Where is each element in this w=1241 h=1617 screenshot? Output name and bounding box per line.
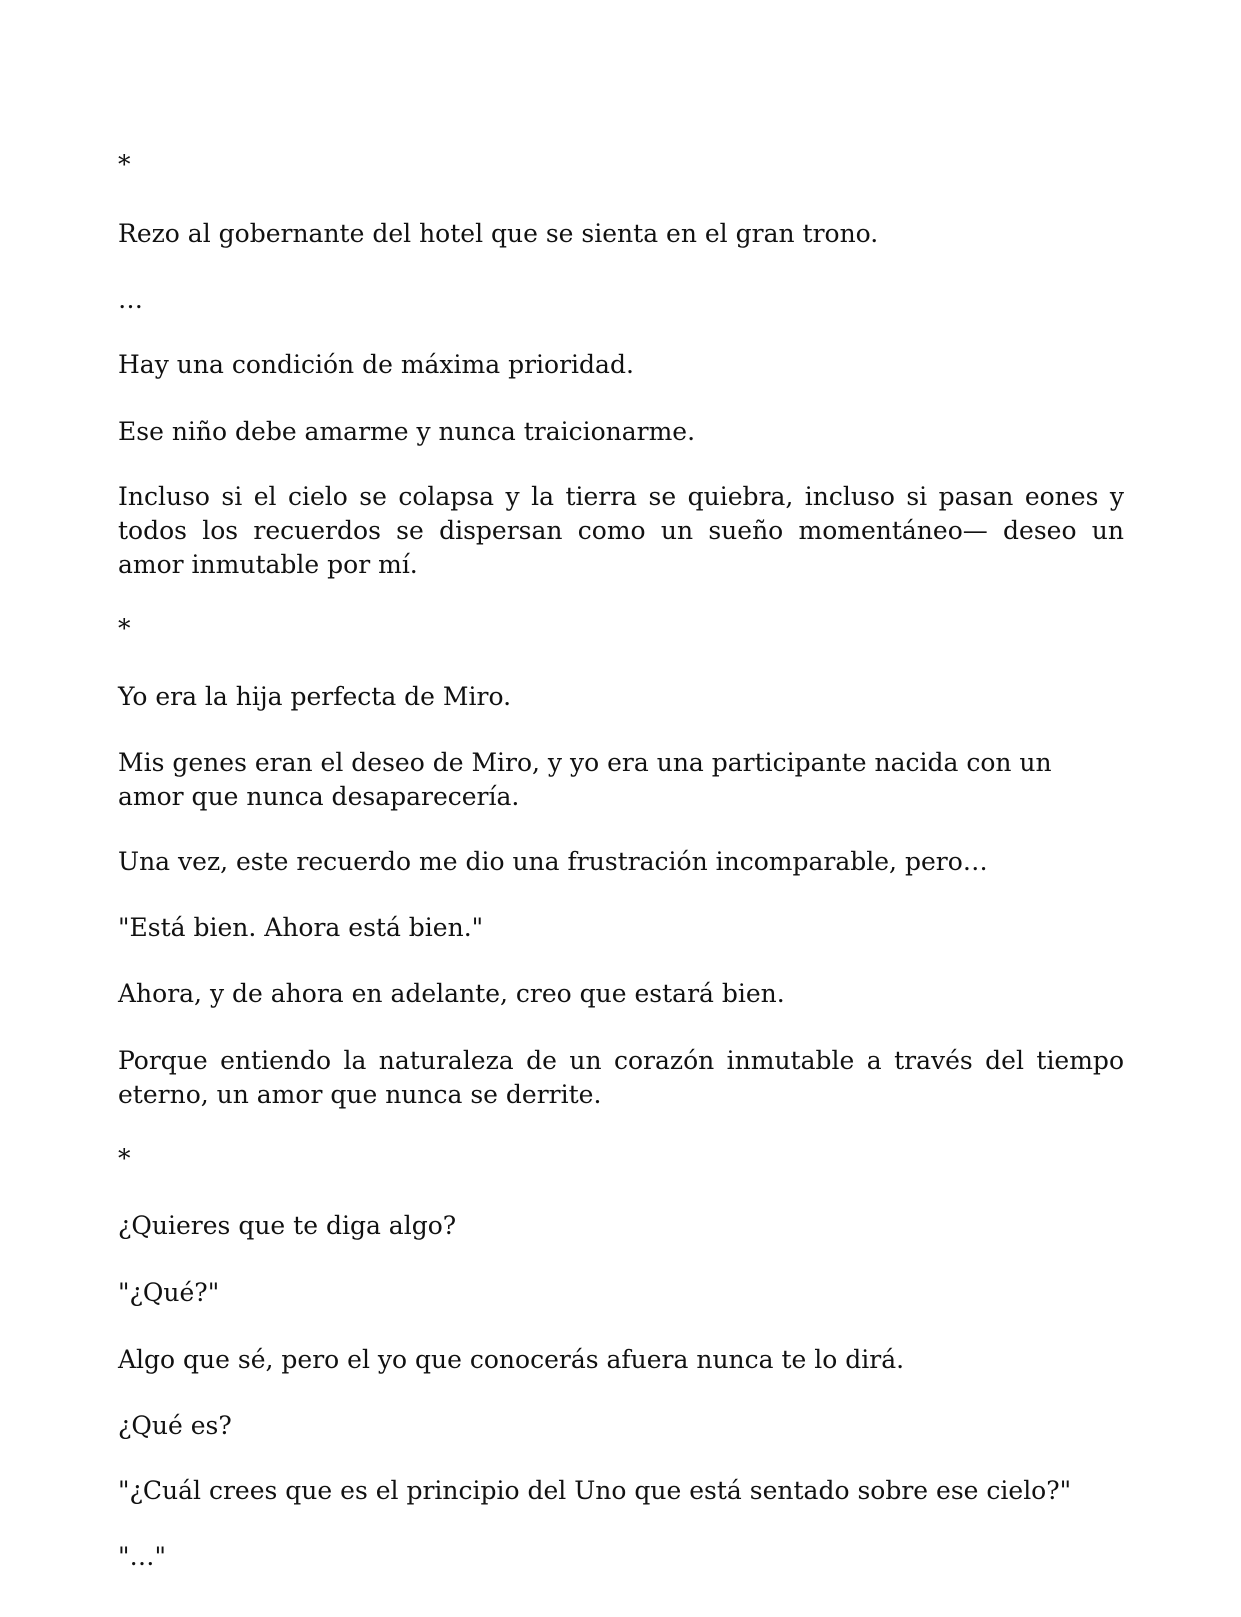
paragraph: Algo que sé, pero el yo que conocerás afuera nunca te lo dirá. (118, 1345, 905, 1374)
separator-asterisk: * (118, 614, 131, 643)
paragraph: "…" (118, 1542, 166, 1571)
paragraph: Hay una condición de máxima prioridad. (118, 350, 634, 379)
paragraph: Porque entiendo la naturaleza de un corazón inmutable a través del tiempo eterno, un amor que nunca se derrite. (118, 1046, 1124, 1109)
paragraph: "¿Qué?" (118, 1278, 220, 1307)
paragraph: Una vez, este recuerdo me dio una frustración incomparable, pero… (118, 847, 988, 876)
paragraph: ¿Quieres que te diga algo? (118, 1211, 457, 1240)
paragraph: Mis genes eran el deseo de Miro, y yo era una participante nacida con un amor que nunca desaparecería. (118, 748, 1052, 811)
paragraph: Yo era la hija perfecta de Miro. (118, 682, 512, 711)
paragraph: "Está bien. Ahora está bien." (118, 913, 484, 942)
paragraph: Rezo al gobernante del hotel que se sienta en el gran trono. (118, 219, 879, 248)
ellipsis-line: … (118, 285, 143, 314)
paragraph: Ahora, y de ahora en adelante, creo que estará bien. (118, 979, 785, 1008)
separator-asterisk: * (118, 1144, 131, 1173)
paragraph: "¿Cuál crees que es el principio del Uno que está sentado sobre ese cielo?" (118, 1476, 1072, 1505)
paragraph: Incluso si el cielo se colapsa y la tierra se quiebra, incluso si pasan eones y todos los recuerdos se dispersan como un sueño momentáneo— deseo un amor inmutable por mí. (118, 482, 1124, 579)
paragraph: Ese niño debe amarme y nunca traicionarme. (118, 417, 696, 446)
separator-asterisk: * (118, 150, 131, 179)
paragraph: ¿Qué es? (118, 1411, 232, 1440)
